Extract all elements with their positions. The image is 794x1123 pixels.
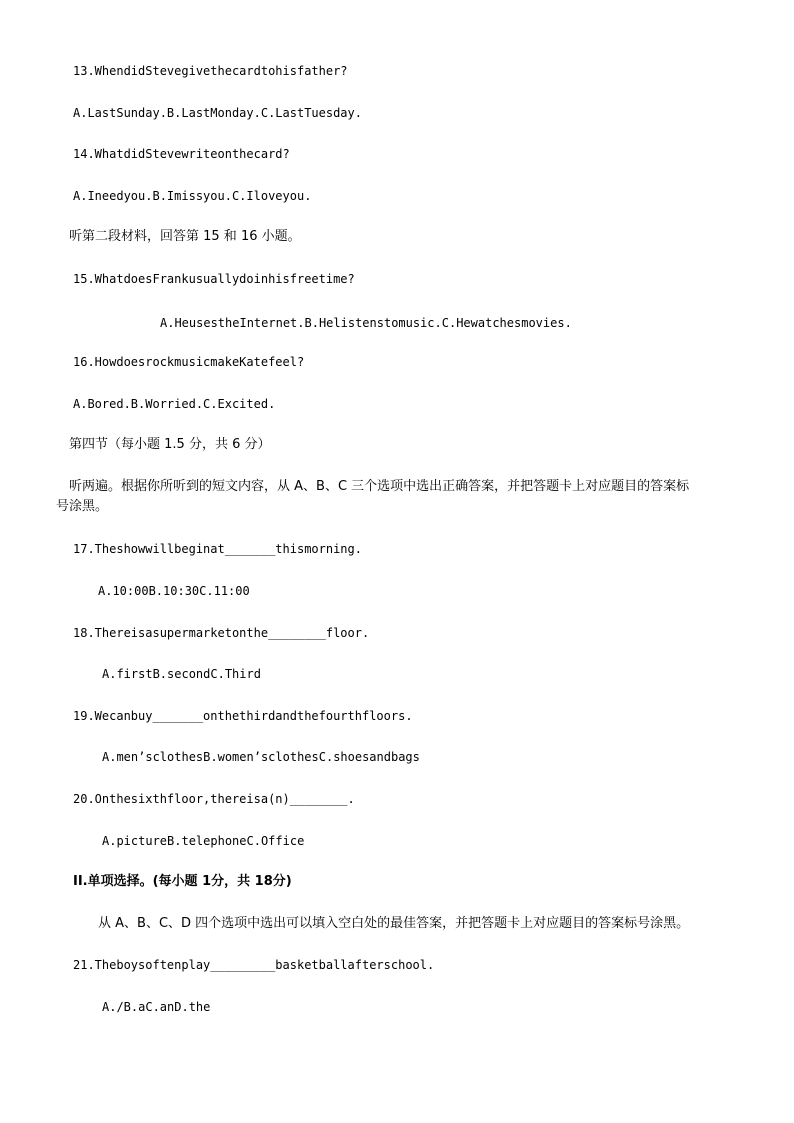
question-13-options: A.LastSunday.B.LastMonday.C.LastTuesday. bbox=[73, 106, 362, 120]
question-18: 18.Thereisasupermarketonthe________floor. bbox=[73, 626, 370, 640]
question-17-options: A.10:00B.10:30C.11:00 bbox=[98, 584, 250, 598]
section4-instruction-line1: 听两遍。根据你所听到的短文内容，从 A、B、C 三个选项中选出正确答案，并把答题卡上对应题目的答案标 bbox=[69, 479, 690, 494]
question-20: 20.Onthesixthfloor,thereisa(n)________. bbox=[73, 792, 355, 806]
question-19: 19.Wecanbuy_______onthethirdandthefourthfloors. bbox=[73, 709, 413, 723]
section4-title: 第四节（每小题 1.5 分，共 6 分） bbox=[69, 437, 271, 452]
question-21-options: A./B.aC.anD.the bbox=[102, 1000, 211, 1014]
question-20-options: A.pictureB.telephoneC.Office bbox=[102, 834, 305, 848]
question-13: 13.WhendidStevegivethecardtohisfather? bbox=[73, 64, 348, 78]
section2-instruction: 听第二段材料，回答第 15 和 16 小题。 bbox=[69, 229, 301, 244]
question-14-options: A.Ineedyou.B.Imissyou.C.Iloveyou. bbox=[73, 189, 312, 203]
question-16-options: A.Bored.B.Worried.C.Excited. bbox=[73, 397, 276, 411]
section4-instruction-line2: 号涂黑。 bbox=[56, 499, 109, 514]
part2-instruction: 从 A、B、C、D 四个选项中选出可以填入空白处的最佳答案，并把答题卡上对应题目的答案标号涂黑。 bbox=[98, 916, 690, 931]
question-19-options: A.men’sclothesB.women’sclothesC.shoesandbags bbox=[102, 750, 420, 764]
question-16: 16.HowdoesrockmusicmakeKatefeel? bbox=[73, 355, 305, 369]
part2-title: II.单项选择。(每小题 1分，共 18分) bbox=[73, 874, 292, 889]
question-18-options: A.firstB.secondC.Third bbox=[102, 667, 261, 681]
question-21: 21.Theboysoftenplay_________basketballafterschool. bbox=[73, 958, 435, 972]
question-15-options: A.HeusestheInternet.B.Helistenstomusic.C.Hewatchesmovies. bbox=[160, 316, 572, 330]
question-15: 15.WhatdoesFrankusuallydoinhisfreetime? bbox=[73, 272, 355, 286]
question-17: 17.Theshowwillbeginat_______thismorning. bbox=[73, 542, 362, 556]
question-14: 14.WhatdidStevewriteonthecard? bbox=[73, 147, 290, 161]
